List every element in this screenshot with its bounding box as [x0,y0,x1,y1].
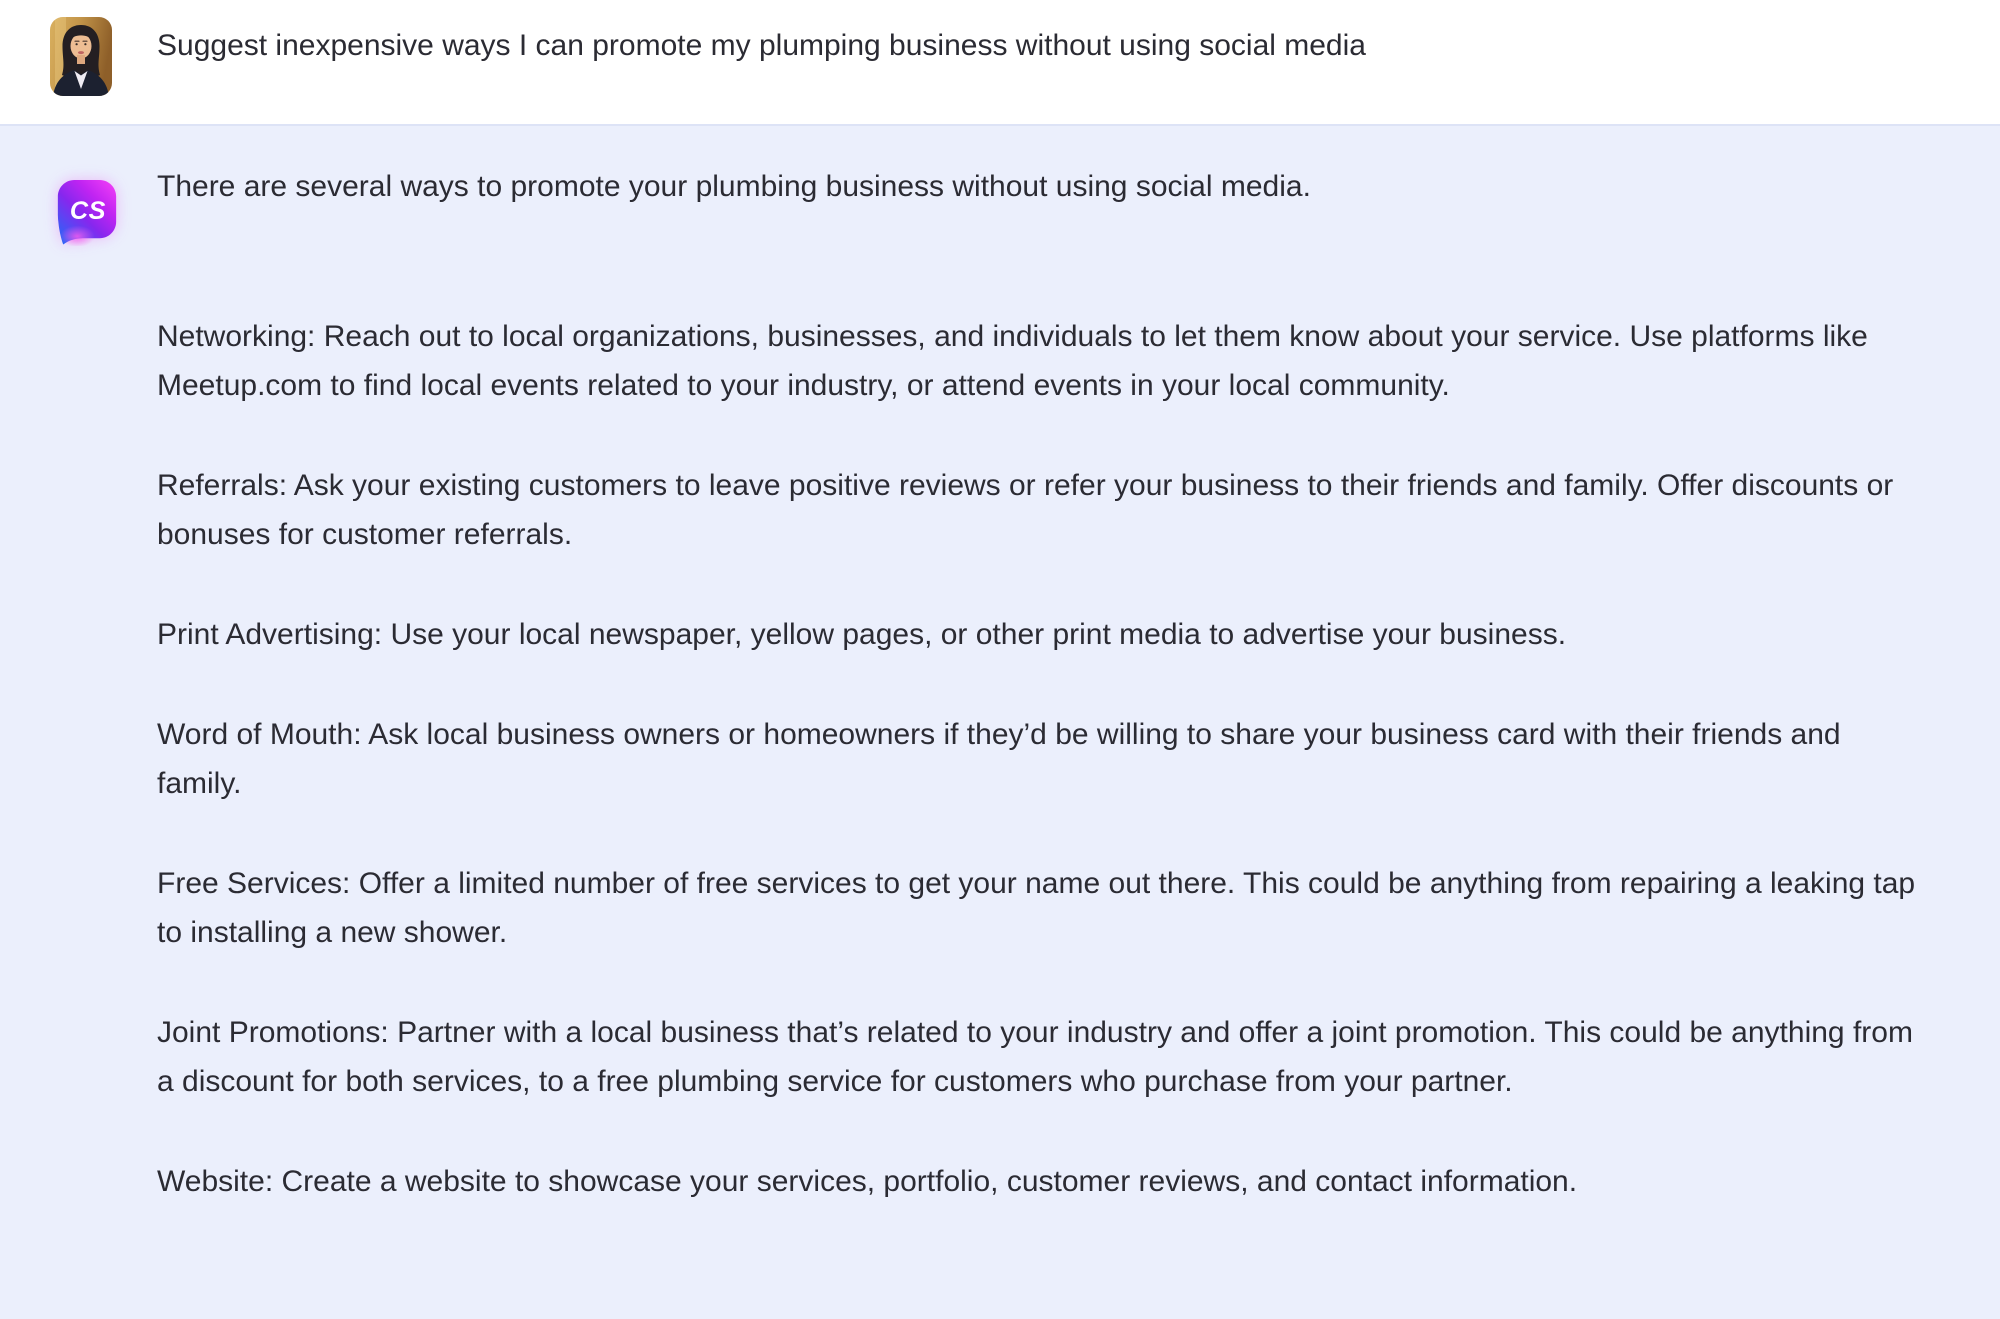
assistant-paragraph-word-of-mouth: Word of Mouth: Ask local business owners or homeowners if they’d be willing to share your business card with their friends and family. [157,718,1841,800]
assistant-paragraph-joint-promotions: Joint Promotions: Partner with a local business that’s related to your industry and offer a joint promotion. This could be anything from a discount for both services, to a free plumbing service for customers who purchase from your partner. [157,1016,1913,1098]
user-message-row [0,0,2000,124]
user-avatar-photo [50,17,112,96]
chatsonic-logo-text: CS [69,196,107,225]
assistant-message-section [0,124,2000,1319]
user-message-text: Suggest inexpensive ways I can promote my plumping business without using social media [157,29,1366,62]
assistant-paragraph-referrals: Referrals: Ask your existing customers to leave positive reviews or refer your business to their friends and family. Offer discounts or bonuses for customer referrals. [157,469,1894,551]
chatsonic-logo-icon [53,178,121,246]
user-avatar [50,17,112,96]
assistant-paragraph-website: Website: Create a website to showcase your services, portfolio, customer reviews, and contact information. [157,1165,1578,1198]
assistant-message-body [157,162,1917,1257]
assistant-intro-paragraph: There are several ways to promote your plumbing business without using social media. [157,170,1311,203]
assistant-paragraph-free-services: Free Services: Offer a limited number of free services to get your name out there. This could be anything from repairing a leaking tap to installing a new shower. [157,867,1916,949]
assistant-paragraph-networking: Networking: Reach out to local organizations, businesses, and individuals to let them know about your service. Use platforms like Meetup.com to find local events related to your industry, or attend events in your local community. [157,320,1868,402]
assistant-paragraph-print-advertising: Print Advertising: Use your local newspaper, yellow pages, or other print media to advertise your business. [157,618,1567,651]
